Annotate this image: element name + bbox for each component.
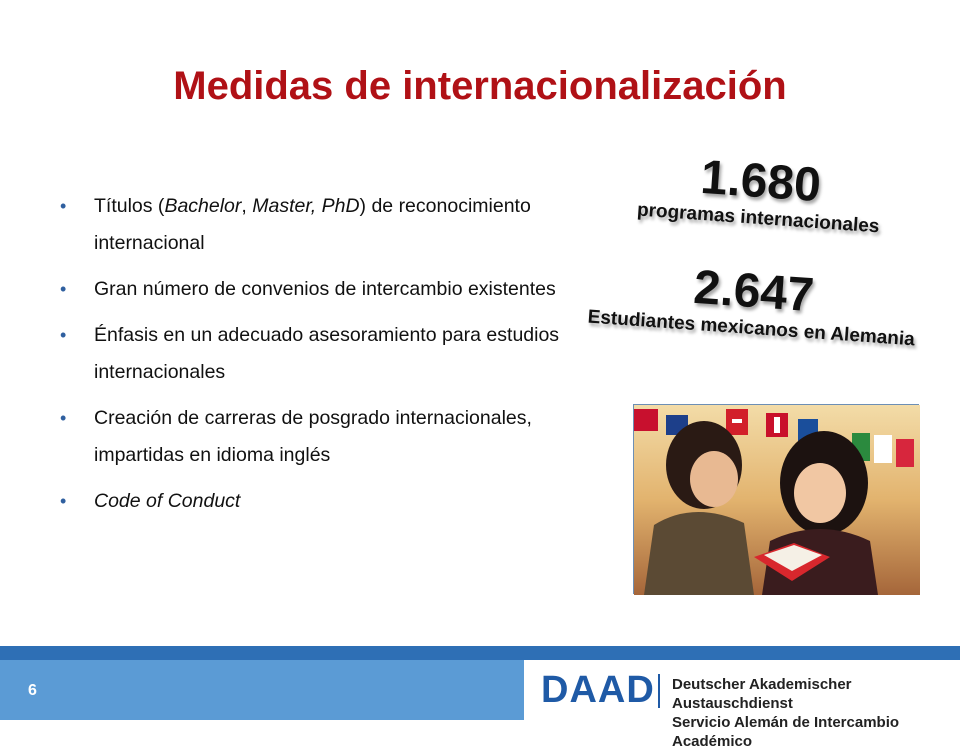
bullet-dot-icon: • [60, 196, 67, 216]
bullet-text: Títulos ( [94, 195, 165, 217]
organization-names [672, 675, 960, 751]
stat-programs-label: programas internacionales [636, 199, 881, 238]
bullet-item [58, 271, 578, 308]
stat-programs [598, 145, 922, 241]
bullet-dot-icon: • [60, 491, 67, 511]
bullet-text: Creación de carreras de posgrado internacionales, impartidas en idioma inglés [94, 407, 532, 466]
bullet-dot-icon: • [60, 408, 67, 428]
bullet-text: Énfasis en un adecuado asesoramiento para estudios internacionales [94, 324, 560, 383]
footer-stripe [0, 646, 960, 660]
stat-programs-number: 1.680 [699, 150, 823, 213]
stat-students-label: Estudiantes mexicanos en Alemania [587, 306, 916, 351]
bullet-item [58, 483, 578, 520]
bullet-item [58, 317, 578, 391]
bullet-text: Gran número de convenios de intercambio existentes [94, 278, 556, 300]
bullet-text: Code of Conduct [94, 490, 241, 512]
photo-illustration [634, 405, 920, 595]
bullet-dot-icon: • [60, 325, 67, 345]
bullet-text: Master, PhD [252, 195, 360, 217]
logo-divider [658, 674, 660, 708]
students-reading-photo [633, 404, 919, 594]
slide-title: Medidas de internacionalización [173, 64, 787, 108]
stat-students-number: 2.647 [692, 260, 816, 323]
bullet-text: , [241, 195, 253, 217]
stat-students [576, 254, 930, 352]
org-name-german: Deutscher Akademischer Austauschdienst [672, 676, 852, 712]
org-name-spanish: Servicio Alemán de Intercambio Académico [672, 714, 900, 750]
bullet-list [58, 188, 578, 529]
footer-page-area [0, 660, 524, 720]
footer [0, 660, 960, 750]
bullet-dot-icon: • [60, 279, 67, 299]
bullet-text: Bachelor [164, 195, 242, 217]
bullet-item [58, 400, 578, 474]
page-number: 6 [28, 682, 37, 699]
bullet-item [58, 188, 578, 262]
daad-logo: DAAD [541, 669, 655, 711]
bullet-text: ) de reconocimiento internacional [94, 195, 531, 254]
